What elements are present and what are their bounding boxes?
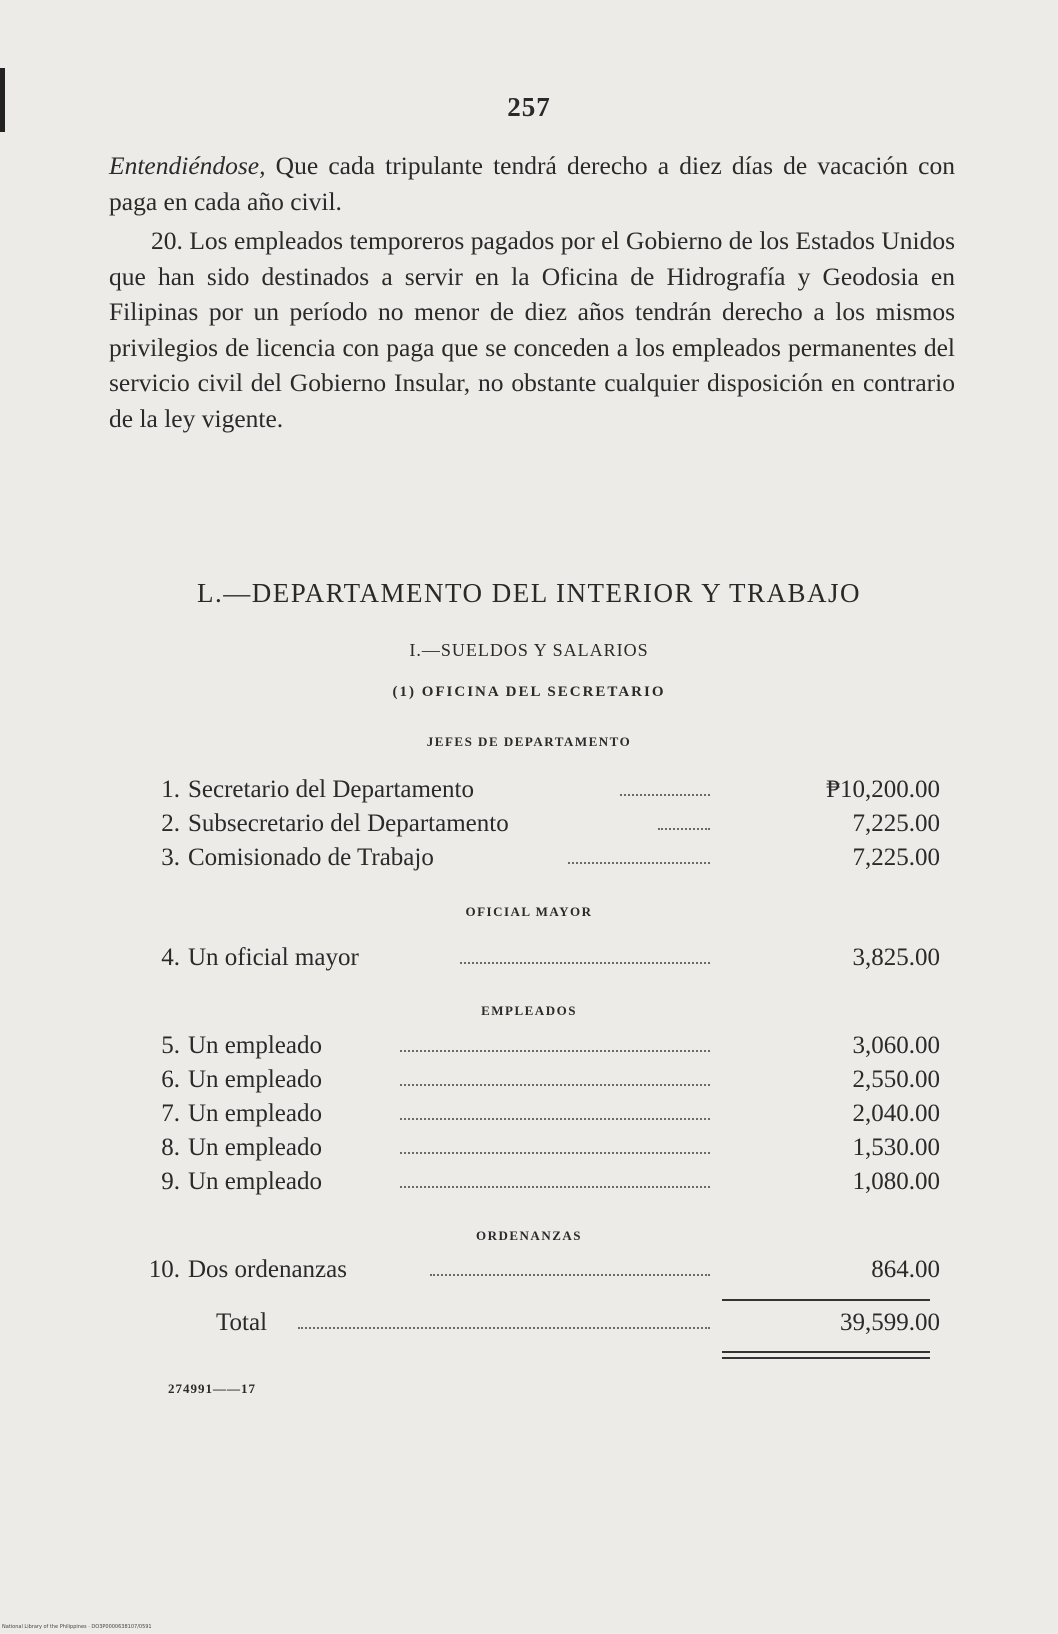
salary-row [130, 1253, 940, 1287]
group-heading-empleados: EMPLEADOS [481, 1003, 577, 1018]
row-amount: ₱10,200.00 [826, 776, 940, 803]
leader-dots [568, 862, 710, 864]
office-heading: (1) OFICINA DEL SECRETARIO [392, 684, 666, 700]
row-number: 9. [161, 1168, 180, 1195]
salary-row [130, 1029, 940, 1063]
row-label: Un empleado [188, 1134, 322, 1161]
row-label: Un empleado [188, 1032, 322, 1059]
row-number: 6. [161, 1066, 180, 1093]
leader-dots [400, 1152, 710, 1154]
leader-dots [658, 828, 710, 830]
double-rule-top [722, 1351, 930, 1353]
salary-row [130, 941, 940, 975]
row-amount: 864.00 [871, 1256, 940, 1283]
leader-dots [400, 1118, 710, 1120]
row-number: 7. [161, 1100, 180, 1127]
row-amount: 3,825.00 [852, 944, 940, 971]
row-label: Subsecretario del Departamento [188, 810, 509, 837]
salary-row [130, 807, 940, 841]
double-rule-bottom [722, 1357, 930, 1359]
row-amount: 7,225.00 [852, 810, 940, 837]
row-amount: 1,530.00 [852, 1134, 940, 1161]
printer-code: 274991——17 [168, 1381, 256, 1396]
salary-row [130, 1165, 940, 1199]
row-number: 4. [161, 944, 180, 971]
row-number: 5. [161, 1032, 180, 1059]
row-amount: 7,225.00 [852, 844, 940, 871]
paragraph-20: 20. Los empleados temporeros pagados por el Gobierno de los Estados Unidos que han sido destinados a servir en la Oficina de Hidrografía y Geodosia en Filipinas por un período no menor de diez años tendrán derecho a los mismos privilegios de licencia con paga que se conceden a los empleados permanentes del servicio civil del Gobierno Insular, no obstante cualquier disposición en contrario de la ley vigente. [109, 226, 955, 433]
row-label: Un empleado [188, 1066, 322, 1093]
leader-dots [400, 1186, 710, 1188]
salary-row [130, 1131, 940, 1165]
row-amount: 2,550.00 [852, 1066, 940, 1093]
salary-row [130, 773, 940, 807]
leader-dots [298, 1327, 710, 1329]
row-label: Un oficial mayor [188, 944, 359, 971]
page-number: 257 [507, 92, 551, 122]
row-label: Secretario del Departamento [188, 776, 474, 803]
proviso-lead: Entendiéndose, [109, 151, 266, 180]
leader-dots [460, 962, 710, 964]
total-amount: 39,599.00 [840, 1309, 940, 1336]
group-heading-ordenanzas: ORDENANZAS [475, 1228, 582, 1243]
sum-rule [722, 1299, 930, 1301]
library-note: National Library of the Philippines · DO3P0000638107/0591 [2, 1624, 152, 1630]
salary-row [130, 1097, 940, 1131]
row-number: 3. [161, 844, 180, 871]
salary-row [130, 1063, 940, 1097]
row-number: 1. [161, 776, 180, 803]
section-title: L.—DEPARTAMENTO DEL INTERIOR Y TRABAJO [197, 578, 861, 608]
row-number: 2. [161, 810, 180, 837]
row-label: Un empleado [188, 1100, 322, 1127]
row-number: 10. [148, 1256, 180, 1283]
total-row [130, 1306, 940, 1340]
leader-dots [400, 1084, 710, 1086]
group-heading-jefes: JEFES DE DEPARTAMENTO [426, 734, 632, 749]
subtitle-sueldos: I.—SUELDOS Y SALARIOS [409, 640, 649, 660]
row-amount: 3,060.00 [852, 1032, 940, 1059]
leader-dots [430, 1274, 710, 1276]
salary-row [130, 841, 940, 875]
row-amount: 1,080.00 [852, 1168, 940, 1195]
proviso-text: Que cada tripulante tendrá derecho a diez días de vacación con paga en cada año civil. [109, 151, 955, 216]
row-number: 8. [161, 1134, 180, 1161]
leader-dots [620, 794, 710, 796]
total-label: Total [216, 1309, 268, 1336]
row-label: Un empleado [188, 1168, 322, 1195]
paragraph-proviso [109, 148, 955, 219]
row-amount: 2,040.00 [852, 1100, 940, 1127]
leader-dots [400, 1050, 710, 1052]
row-label: Comisionado de Trabajo [188, 844, 434, 871]
row-label: Dos ordenanzas [188, 1256, 347, 1283]
group-heading-oficial: OFICIAL MAYOR [465, 904, 593, 919]
